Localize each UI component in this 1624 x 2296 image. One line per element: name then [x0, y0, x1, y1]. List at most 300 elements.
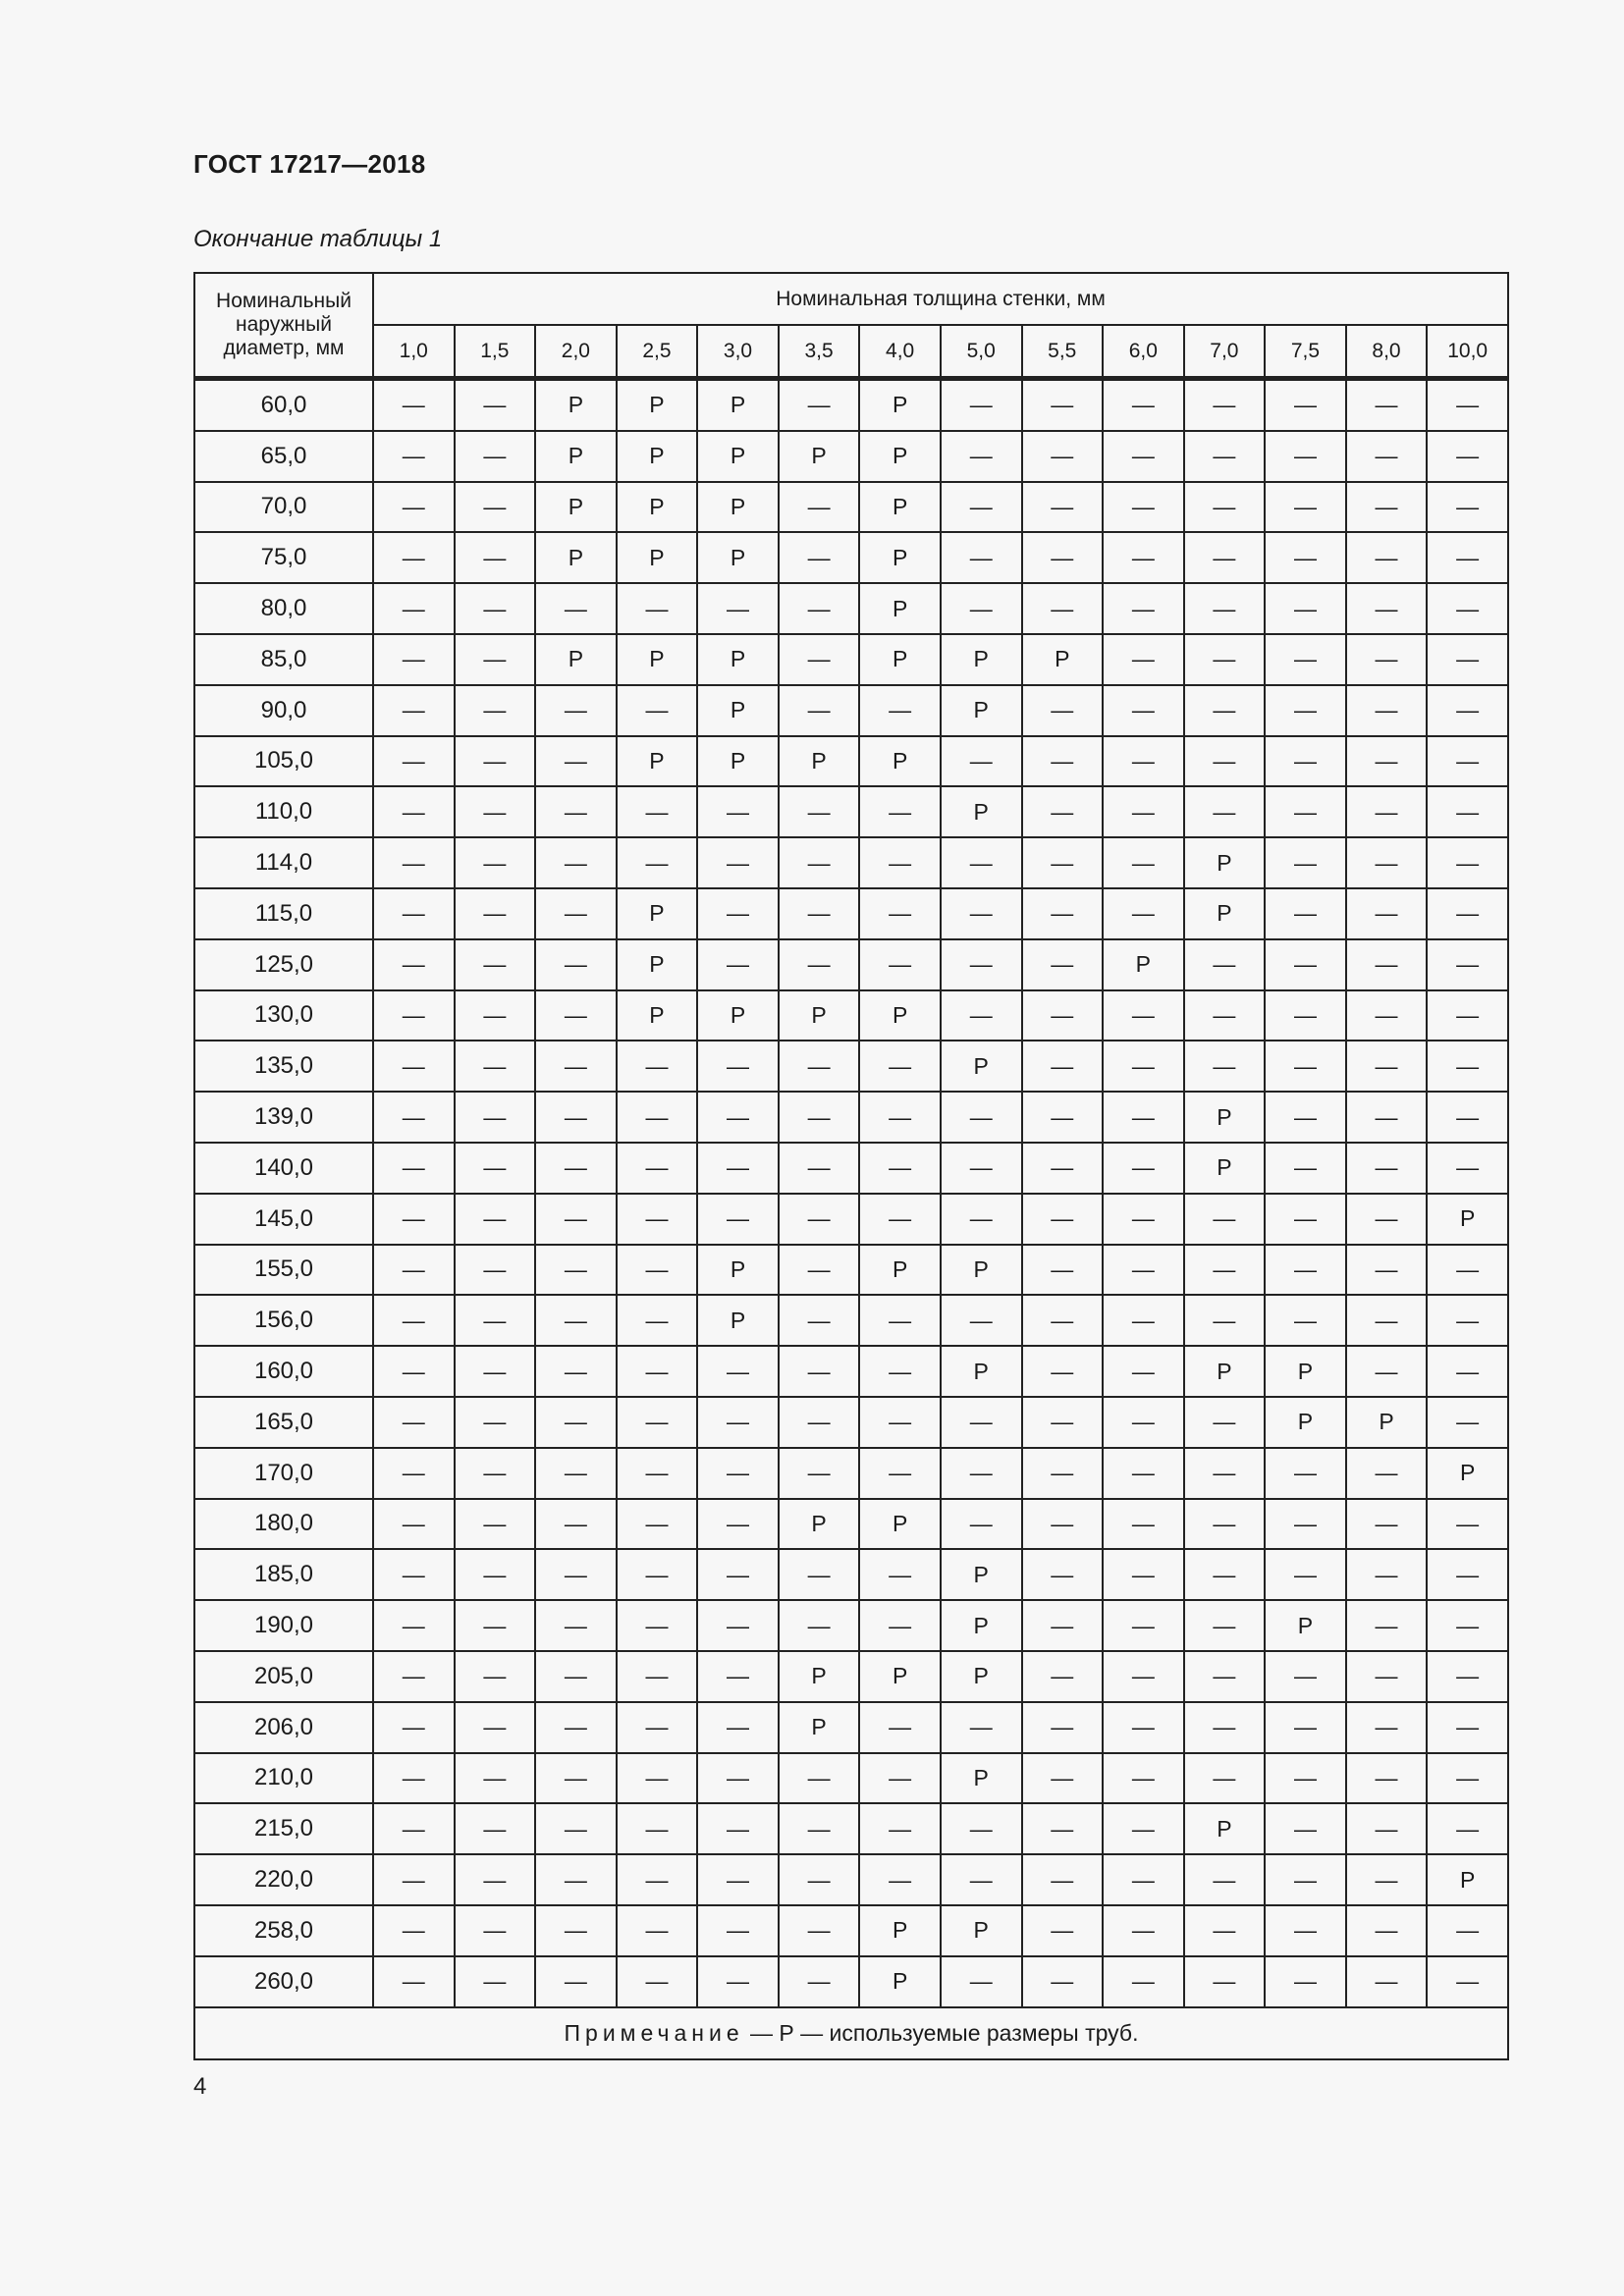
size-cell: Р — [859, 431, 941, 482]
table-row — [194, 685, 1508, 736]
size-cell: — — [455, 1397, 536, 1448]
size-cell: — — [617, 1549, 698, 1600]
size-cell: — — [859, 786, 941, 837]
size-cell: Р — [697, 1245, 779, 1296]
size-cell: — — [779, 634, 860, 685]
table-row — [194, 1041, 1508, 1092]
size-cell: — — [697, 1499, 779, 1550]
size-cell: — — [1427, 786, 1508, 837]
size-cell: — — [1103, 1092, 1184, 1143]
size-cell: — — [1346, 1143, 1428, 1194]
size-cell: — — [1103, 1041, 1184, 1092]
diameter-cell: 114,0 — [194, 837, 373, 888]
size-cell: — — [373, 1397, 455, 1448]
size-cell: — — [1346, 990, 1428, 1041]
size-cell: — — [1265, 1549, 1346, 1600]
size-cell: Р — [697, 532, 779, 583]
diameter-cell: 206,0 — [194, 1702, 373, 1753]
size-cell: — — [373, 1092, 455, 1143]
size-cell: — — [1265, 379, 1346, 431]
size-cell: — — [373, 1600, 455, 1651]
size-cell: — — [1427, 888, 1508, 939]
size-cell: — — [697, 1143, 779, 1194]
size-cell: — — [941, 1956, 1022, 2007]
size-cell: — — [373, 1499, 455, 1550]
size-cell: — — [779, 1905, 860, 1956]
thickness-header-cell: 5,0 — [941, 325, 1022, 379]
size-cell: — — [779, 939, 860, 990]
size-cell: — — [779, 1854, 860, 1905]
size-cell: — — [535, 1651, 617, 1702]
size-cell: — — [1184, 736, 1266, 787]
size-cell: — — [1103, 1499, 1184, 1550]
size-cell: — — [617, 685, 698, 736]
size-cell: — — [455, 532, 536, 583]
size-cell: — — [617, 583, 698, 634]
size-cell: — — [535, 1092, 617, 1143]
size-cell: — — [779, 1245, 860, 1296]
size-cell: — — [941, 1295, 1022, 1346]
size-cell: — — [1022, 939, 1104, 990]
size-cell: — — [535, 1499, 617, 1550]
size-cell: — — [455, 1753, 536, 1804]
size-cell: — — [1022, 1803, 1104, 1854]
size-cell: — — [779, 379, 860, 431]
size-cell: Р — [859, 1499, 941, 1550]
table-row — [194, 1092, 1508, 1143]
size-cell: — — [1427, 1143, 1508, 1194]
size-cell: — — [1022, 1651, 1104, 1702]
thickness-header-cell: 3,5 — [779, 325, 860, 379]
size-cell: — — [1022, 685, 1104, 736]
size-cell: — — [859, 1753, 941, 1804]
size-cell: — — [535, 1245, 617, 1296]
size-cell: — — [1427, 379, 1508, 431]
table-row — [194, 1499, 1508, 1550]
size-cell: — — [697, 1194, 779, 1245]
size-cell: — — [535, 1194, 617, 1245]
size-cell: — — [1427, 1702, 1508, 1753]
size-cell: — — [455, 482, 536, 533]
size-cell: Р — [941, 1600, 1022, 1651]
size-cell: — — [1427, 1245, 1508, 1296]
size-cell: Р — [859, 1245, 941, 1296]
size-cell: — — [535, 990, 617, 1041]
table-row — [194, 1905, 1508, 1956]
size-cell: — — [941, 1397, 1022, 1448]
size-cell: Р — [859, 532, 941, 583]
size-cell: — — [617, 1448, 698, 1499]
size-cell: — — [941, 736, 1022, 787]
size-cell: — — [697, 1041, 779, 1092]
size-cell: — — [1427, 532, 1508, 583]
size-cell: — — [1346, 1295, 1428, 1346]
size-cell: — — [1184, 431, 1266, 482]
size-cell: — — [1346, 736, 1428, 787]
size-cell: — — [455, 583, 536, 634]
size-cell: — — [535, 1854, 617, 1905]
size-cell: — — [779, 532, 860, 583]
size-cell: — — [1022, 1854, 1104, 1905]
size-cell: — — [1427, 1905, 1508, 1956]
size-cell: — — [941, 1194, 1022, 1245]
size-cell: Р — [941, 1041, 1022, 1092]
size-cell: — — [941, 583, 1022, 634]
size-cell: — — [1022, 482, 1104, 533]
size-cell: — — [859, 1143, 941, 1194]
size-cell: — — [1265, 990, 1346, 1041]
size-cell: — — [859, 1854, 941, 1905]
size-cell: Р — [617, 379, 698, 431]
size-cell: — — [1022, 1499, 1104, 1550]
size-cell: — — [535, 837, 617, 888]
size-cell: — — [1346, 939, 1428, 990]
table-row — [194, 1295, 1508, 1346]
diameter-column-header: Номинальный наружный диаметр, мм — [194, 273, 373, 379]
size-cell: — — [617, 1600, 698, 1651]
size-cell: — — [535, 1956, 617, 2007]
size-cell: — — [779, 1041, 860, 1092]
size-cell: — — [373, 837, 455, 888]
size-cell: — — [1184, 1245, 1266, 1296]
size-cell: — — [941, 939, 1022, 990]
size-cell: — — [1346, 1702, 1428, 1753]
thickness-column-header: Номинальная толщина стенки, мм — [373, 273, 1508, 325]
size-cell: Р — [1427, 1194, 1508, 1245]
size-cell: — — [697, 939, 779, 990]
size-cell: — — [1184, 1651, 1266, 1702]
size-cell: — — [697, 1854, 779, 1905]
size-cell: — — [535, 888, 617, 939]
size-cell: — — [1346, 1549, 1428, 1600]
size-cell: Р — [779, 1499, 860, 1550]
size-cell: — — [1022, 532, 1104, 583]
size-cell: — — [1184, 685, 1266, 736]
size-cell: — — [1427, 1346, 1508, 1397]
diameter-cell: 115,0 — [194, 888, 373, 939]
size-cell: — — [373, 939, 455, 990]
size-cell: — — [1103, 1600, 1184, 1651]
size-cell: — — [1103, 837, 1184, 888]
size-cell: — — [1427, 1499, 1508, 1550]
size-cell: Р — [941, 1346, 1022, 1397]
size-cell: — — [697, 1600, 779, 1651]
size-cell: — — [859, 685, 941, 736]
size-cell: — — [1184, 1397, 1266, 1448]
size-cell: — — [1103, 990, 1184, 1041]
table-row — [194, 1448, 1508, 1499]
size-cell: Р — [535, 431, 617, 482]
size-cell: — — [535, 1600, 617, 1651]
size-cell: — — [1265, 583, 1346, 634]
table-row — [194, 431, 1508, 482]
size-cell: — — [617, 1702, 698, 1753]
size-cell: — — [1427, 482, 1508, 533]
size-cell: Р — [617, 482, 698, 533]
size-cell: — — [455, 1295, 536, 1346]
size-cell: — — [373, 736, 455, 787]
diameter-cell: 190,0 — [194, 1600, 373, 1651]
size-cell: — — [1022, 1041, 1104, 1092]
size-cell: — — [1103, 431, 1184, 482]
table-row — [194, 1753, 1508, 1804]
table-row — [194, 634, 1508, 685]
size-cell: — — [455, 1245, 536, 1296]
size-cell: — — [1346, 1803, 1428, 1854]
size-cell: — — [1184, 1499, 1266, 1550]
size-cell: — — [1022, 736, 1104, 787]
size-cell: — — [1184, 1854, 1266, 1905]
size-cell: — — [617, 1956, 698, 2007]
table-row — [194, 736, 1508, 787]
size-cell: — — [1346, 1245, 1428, 1296]
size-cell: — — [1427, 634, 1508, 685]
document-header: ГОСТ 17217—2018 — [193, 149, 426, 179]
size-cell: — — [535, 939, 617, 990]
diameter-cell: 215,0 — [194, 1803, 373, 1854]
size-cell: — — [1022, 1295, 1104, 1346]
size-cell: — — [455, 1549, 536, 1600]
size-cell: — — [859, 1702, 941, 1753]
size-cell: — — [859, 1346, 941, 1397]
size-cell: — — [779, 1194, 860, 1245]
size-cell: — — [941, 1854, 1022, 1905]
size-cell: — — [535, 1346, 617, 1397]
size-cell: — — [1265, 1194, 1346, 1245]
size-cell: — — [1265, 1143, 1346, 1194]
size-cell: — — [697, 1803, 779, 1854]
size-cell: — — [535, 685, 617, 736]
size-cell: — — [779, 1956, 860, 2007]
size-cell: — — [1346, 1600, 1428, 1651]
size-cell: — — [1184, 1549, 1266, 1600]
diameter-cell: 220,0 — [194, 1854, 373, 1905]
size-cell: — — [1103, 1956, 1184, 2007]
size-cell: — — [535, 1549, 617, 1600]
table-row — [194, 888, 1508, 939]
size-cell: — — [373, 888, 455, 939]
diameter-cell: 85,0 — [194, 634, 373, 685]
size-cell: — — [1427, 685, 1508, 736]
size-cell: — — [455, 1499, 536, 1550]
size-cell: — — [1184, 583, 1266, 634]
size-cell: Р — [859, 736, 941, 787]
size-cell: — — [1022, 990, 1104, 1041]
diameter-cell: 260,0 — [194, 1956, 373, 2007]
size-cell: — — [1022, 888, 1104, 939]
size-cell: — — [373, 1905, 455, 1956]
size-cell: — — [373, 431, 455, 482]
size-cell: — — [373, 1194, 455, 1245]
size-cell: — — [1022, 1194, 1104, 1245]
size-cell: Р — [1022, 634, 1104, 685]
size-cell: — — [941, 888, 1022, 939]
diameter-cell: 170,0 — [194, 1448, 373, 1499]
size-cell: — — [779, 1346, 860, 1397]
size-cell: — — [941, 1702, 1022, 1753]
size-cell: Р — [697, 379, 779, 431]
size-cell: — — [1184, 1295, 1266, 1346]
size-cell: — — [455, 1092, 536, 1143]
size-cell: — — [617, 837, 698, 888]
size-cell: Р — [1346, 1397, 1428, 1448]
diameter-cell: 205,0 — [194, 1651, 373, 1702]
size-cell: — — [1427, 1651, 1508, 1702]
size-cell: — — [697, 1753, 779, 1804]
size-cell: — — [617, 1499, 698, 1550]
size-cell: — — [535, 1753, 617, 1804]
size-cell: — — [1265, 431, 1346, 482]
size-cell: Р — [1184, 1346, 1266, 1397]
thickness-header-cell: 10,0 — [1427, 325, 1508, 379]
size-cell: — — [617, 1753, 698, 1804]
size-cell: — — [455, 1651, 536, 1702]
size-cell: — — [1103, 1143, 1184, 1194]
size-cell: — — [373, 786, 455, 837]
size-cell: — — [697, 583, 779, 634]
table-row — [194, 1956, 1508, 2007]
size-cell: — — [1346, 1753, 1428, 1804]
size-cell: Р — [941, 1651, 1022, 1702]
size-cell: — — [1265, 634, 1346, 685]
size-cell: — — [779, 482, 860, 533]
size-cell: — — [1265, 939, 1346, 990]
size-cell: — — [1103, 379, 1184, 431]
thickness-header-cell: 8,0 — [1346, 325, 1428, 379]
note-text: — Р — используемые размеры труб. — [743, 2019, 1139, 2046]
size-cell: — — [1022, 1245, 1104, 1296]
diameter-cell: 180,0 — [194, 1499, 373, 1550]
size-cell: — — [859, 1803, 941, 1854]
size-cell: — — [617, 1041, 698, 1092]
size-cell: — — [1265, 786, 1346, 837]
size-cell: Р — [941, 634, 1022, 685]
size-cell: — — [1265, 888, 1346, 939]
size-cell: — — [455, 736, 536, 787]
size-cell: Р — [859, 379, 941, 431]
table-row — [194, 786, 1508, 837]
size-cell: — — [779, 1753, 860, 1804]
size-cell: — — [455, 939, 536, 990]
size-cell: — — [1022, 1346, 1104, 1397]
size-cell: — — [697, 888, 779, 939]
size-cell: — — [373, 990, 455, 1041]
size-cell: — — [1103, 888, 1184, 939]
size-cell: — — [941, 837, 1022, 888]
size-cell: — — [1103, 1651, 1184, 1702]
size-cell: Р — [697, 482, 779, 533]
size-cell: — — [859, 939, 941, 990]
size-cell: — — [1103, 786, 1184, 837]
size-cell: — — [1427, 1600, 1508, 1651]
size-cell: — — [373, 532, 455, 583]
size-cell: — — [1022, 786, 1104, 837]
size-cell: — — [1346, 583, 1428, 634]
size-cell: — — [1022, 1092, 1104, 1143]
size-cell: — — [1346, 1346, 1428, 1397]
size-cell: — — [535, 1905, 617, 1956]
size-cell: Р — [617, 431, 698, 482]
size-cell: — — [373, 1448, 455, 1499]
size-cell: — — [1184, 939, 1266, 990]
size-cell: — — [1103, 1245, 1184, 1296]
size-cell: — — [859, 1041, 941, 1092]
size-cell: — — [1265, 482, 1346, 533]
size-cell: — — [1103, 1753, 1184, 1804]
size-cell: — — [455, 634, 536, 685]
size-cell: — — [1022, 431, 1104, 482]
size-cell: — — [373, 1295, 455, 1346]
size-cell: — — [859, 1092, 941, 1143]
size-cell: — — [455, 888, 536, 939]
size-cell: — — [1265, 1702, 1346, 1753]
size-cell: — — [1265, 1753, 1346, 1804]
size-cell: Р — [535, 634, 617, 685]
diameter-cell: 258,0 — [194, 1905, 373, 1956]
size-cell: — — [1427, 583, 1508, 634]
size-cell: — — [941, 431, 1022, 482]
size-cell: — — [1346, 1905, 1428, 1956]
diameter-cell: 155,0 — [194, 1245, 373, 1296]
size-cell: Р — [859, 1956, 941, 2007]
size-cell: — — [1427, 1041, 1508, 1092]
size-cell: — — [1184, 379, 1266, 431]
size-cell: — — [779, 1600, 860, 1651]
size-cell: — — [697, 1956, 779, 2007]
size-cell: — — [455, 786, 536, 837]
size-cell: — — [779, 685, 860, 736]
size-cell: — — [697, 786, 779, 837]
size-cell: — — [779, 786, 860, 837]
size-cell: — — [1427, 1092, 1508, 1143]
size-cell: — — [779, 1397, 860, 1448]
size-cell: — — [1427, 431, 1508, 482]
size-cell: Р — [859, 583, 941, 634]
diameter-cell: 210,0 — [194, 1753, 373, 1804]
size-cell: — — [373, 1346, 455, 1397]
size-cell: — — [1184, 1600, 1266, 1651]
size-cell: — — [535, 1448, 617, 1499]
size-cell: — — [455, 1905, 536, 1956]
size-cell: — — [535, 1702, 617, 1753]
size-cell: — — [697, 1651, 779, 1702]
size-cell: — — [1346, 482, 1428, 533]
size-cell: Р — [1184, 1092, 1266, 1143]
size-cell: — — [1427, 736, 1508, 787]
size-cell: — — [1184, 1041, 1266, 1092]
size-cell: Р — [617, 888, 698, 939]
size-cell: — — [1103, 1702, 1184, 1753]
pipe-sizes-table — [193, 272, 1509, 2060]
size-cell: — — [455, 1803, 536, 1854]
size-cell: Р — [1427, 1448, 1508, 1499]
size-cell: Р — [697, 990, 779, 1041]
size-cell: — — [1022, 1143, 1104, 1194]
thickness-header-cell: 1,0 — [373, 325, 455, 379]
diameter-cell: 75,0 — [194, 532, 373, 583]
size-cell: — — [1427, 1956, 1508, 2007]
size-cell: Р — [1265, 1346, 1346, 1397]
thickness-header-cell: 3,0 — [697, 325, 779, 379]
size-cell: — — [1184, 1194, 1266, 1245]
size-cell: — — [1346, 685, 1428, 736]
size-cell: — — [373, 634, 455, 685]
size-cell: — — [1265, 1905, 1346, 1956]
size-cell: — — [455, 1448, 536, 1499]
size-cell: — — [697, 1905, 779, 1956]
size-cell: — — [617, 1651, 698, 1702]
diameter-cell: 140,0 — [194, 1143, 373, 1194]
